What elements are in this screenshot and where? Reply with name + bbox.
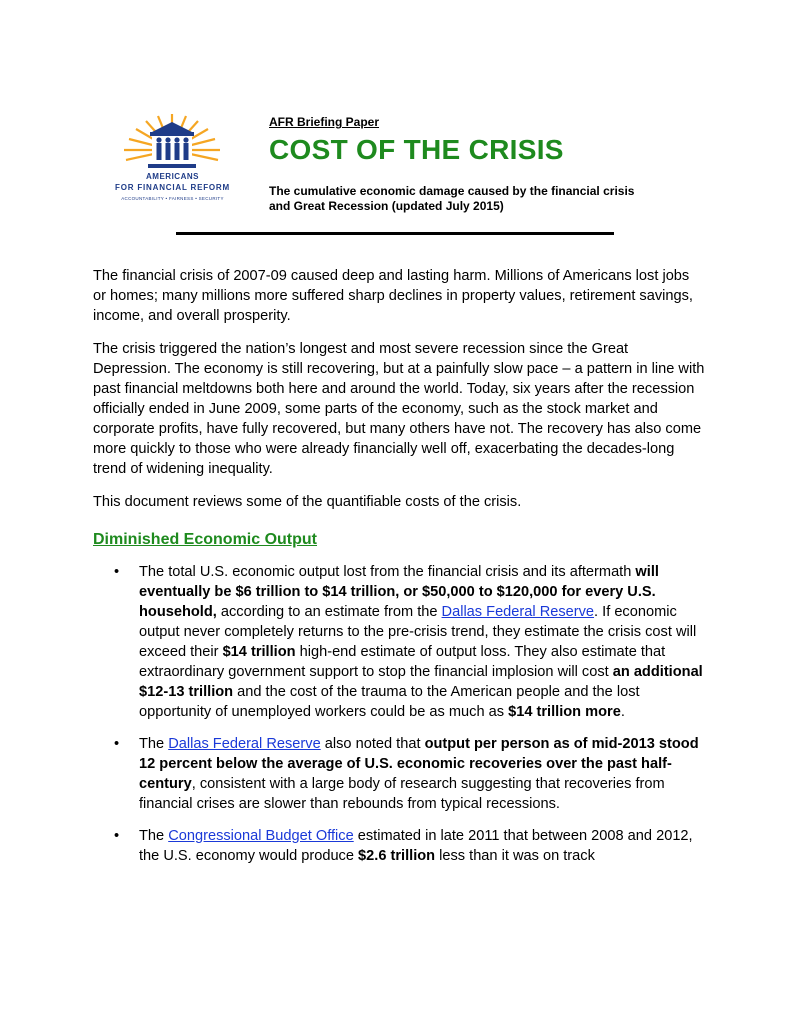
logo-name-line1: AMERICANS [146,172,199,181]
text: . If economic output never completely returns to the pre-crisis trend, they estimate the crisis cost will exceed their [139,604,697,660]
bold-text: $14 trillion more [508,704,621,720]
intro-paragraph-3: This document reviews some of the quantifiable costs of the crisis. [93,494,522,510]
bold-text: $2.6 trillion [358,848,436,864]
text: . [620,704,625,720]
text: and the cost of the trauma to the American people and the lost opportunity of unemployed workers could be as much as [139,684,640,720]
intro-paragraph-2: The crisis triggered the nation’s longest and most severe recession since the Great Depression. The economy is still recovering, but at a painfully slow pace – a pattern in line with past financial meltdowns both here and around the world. Today, six years after the recession officially ended in June 2009, some parts of the economy, such as the stock market and corporate profits, have fully recovered, but many others have not. The recovery has also come more quickly to those who were already financially well off, exacerbating the decades-long trend of widening inequality. [93,341,705,477]
intro-paragraph-1: The financial crisis of 2007-09 caused deep and lasting harm. Millions of Americans lost jobs or homes; many millions more suffered sharp declines in property values, retirement savings, income, and overall prosperity. [93,268,693,324]
text: high-end estimate of output loss. They also estimate that extraordinary government support to stop the financial implosion will cost [139,644,666,680]
text: according to an estimate from the [216,604,442,620]
text: The [139,828,169,844]
text: less than it was on track [435,848,595,864]
dallas-fed-link[interactable]: Dallas Federal Reserve [441,604,595,620]
header-divider [176,232,614,235]
afr-logo [100,112,245,212]
document-body [93,266,705,878]
page-subtitle: The cumulative economic damage caused by the financial crisis and Great Recession (updated July 2015) [269,184,635,213]
logo-tagline: ACCOUNTABILITY • FAIRNESS • SECURITY [121,196,224,201]
bold-text: will eventually be $6 trillion to $14 trillion, or $50,000 to $120,000 for every U.S. household, [139,564,659,620]
sunburst-building-icon [100,112,245,174]
list-item [114,734,705,814]
logo-name-line2: FOR FINANCIAL REFORM [115,183,230,192]
text: , consistent with a large body of research suggesting that recoveries from financial crises are slower than rebounds from typical recessions. [139,776,665,812]
bold-text: output per person as of mid-2013 stood 12 percent below the average of U.S. economic recoveries over the past half-century [139,736,699,792]
bold-text: an additional $12-13 trillion [139,664,703,700]
briefing-kicker: AFR Briefing Paper [269,115,380,129]
list-item [114,562,705,722]
list-item [114,826,705,866]
text: The [139,736,169,752]
page-title: COST OF THE CRISIS [269,134,564,165]
bullet-icon: • [114,564,120,580]
text: The total U.S. economic output lost from the financial crisis and its aftermath [139,564,636,580]
bold-text: $14 trillion [222,644,296,660]
cbo-link[interactable]: Congressional Budget Office [168,828,354,844]
bullet-icon: • [114,828,120,844]
dallas-fed-link[interactable]: Dallas Federal Reserve [168,736,321,752]
bullet-list [93,562,705,866]
text: estimated in late 2011 that between 2008 and 2012, the U.S. economy would produce [139,828,693,864]
text: also noted that [320,736,425,752]
bullet-icon: • [114,736,120,752]
section-heading: Diminished Economic Output [93,531,318,548]
